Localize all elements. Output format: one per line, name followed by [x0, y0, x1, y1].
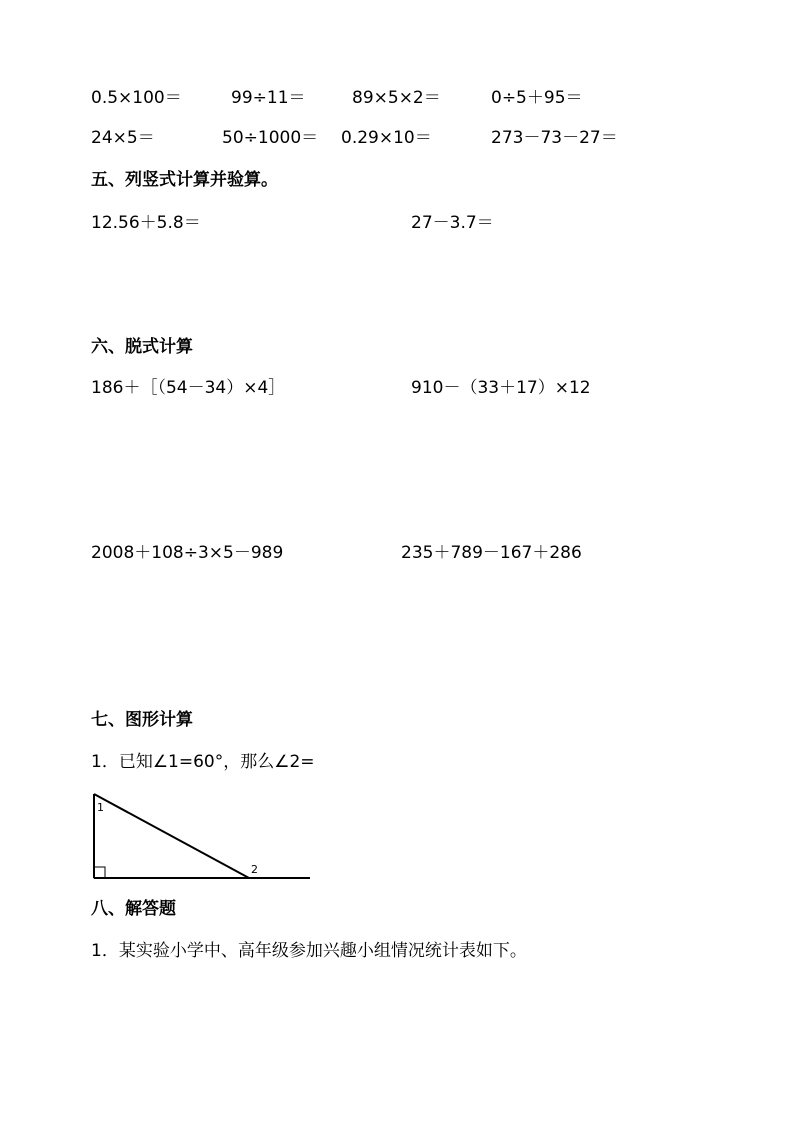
step-calc-problem: 186＋［（54－34）×4］: [91, 378, 286, 398]
oral-problem: 0.29×10＝: [341, 128, 432, 148]
angle-1-label: 1: [97, 801, 104, 814]
triangle-figure: [90, 790, 312, 882]
vertical-calc-problem: 27－3.7＝: [411, 213, 494, 233]
section-heading: 六、脱式计算: [91, 337, 193, 357]
right-angle-mark: [94, 867, 105, 878]
hypotenuse: [94, 794, 249, 878]
triangle-diagram: [90, 790, 312, 882]
oral-problem: 273－73－27＝: [491, 128, 618, 148]
vertical-calc-problem: 12.56＋5.8＝: [91, 213, 201, 233]
oral-problem: 24×5＝: [91, 128, 155, 148]
oral-problem: 0.5×100＝: [91, 88, 182, 108]
angle-2-label: 2: [251, 863, 258, 876]
section-heading: 七、图形计算: [91, 710, 193, 730]
oral-problem: 50÷1000＝: [222, 128, 319, 148]
section-heading: 八、解答题: [91, 899, 176, 919]
oral-problem: 0÷5＋95＝: [491, 88, 583, 108]
geometry-question: 1．已知∠1=60°，那么∠2=: [91, 752, 315, 772]
oral-problem: 89×5×2＝: [352, 88, 441, 108]
oral-problem: 99÷11＝: [231, 88, 306, 108]
step-calc-problem: 235＋789－167＋286: [401, 543, 582, 563]
step-calc-problem: 910－（33＋17）×12: [411, 378, 591, 398]
step-calc-problem: 2008＋108÷3×5－989: [91, 543, 284, 563]
section-heading: 五、列竖式计算并验算。: [91, 170, 278, 190]
word-problem: 1．某实验小学中、高年级参加兴趣小组情况统计表如下。: [91, 941, 527, 961]
